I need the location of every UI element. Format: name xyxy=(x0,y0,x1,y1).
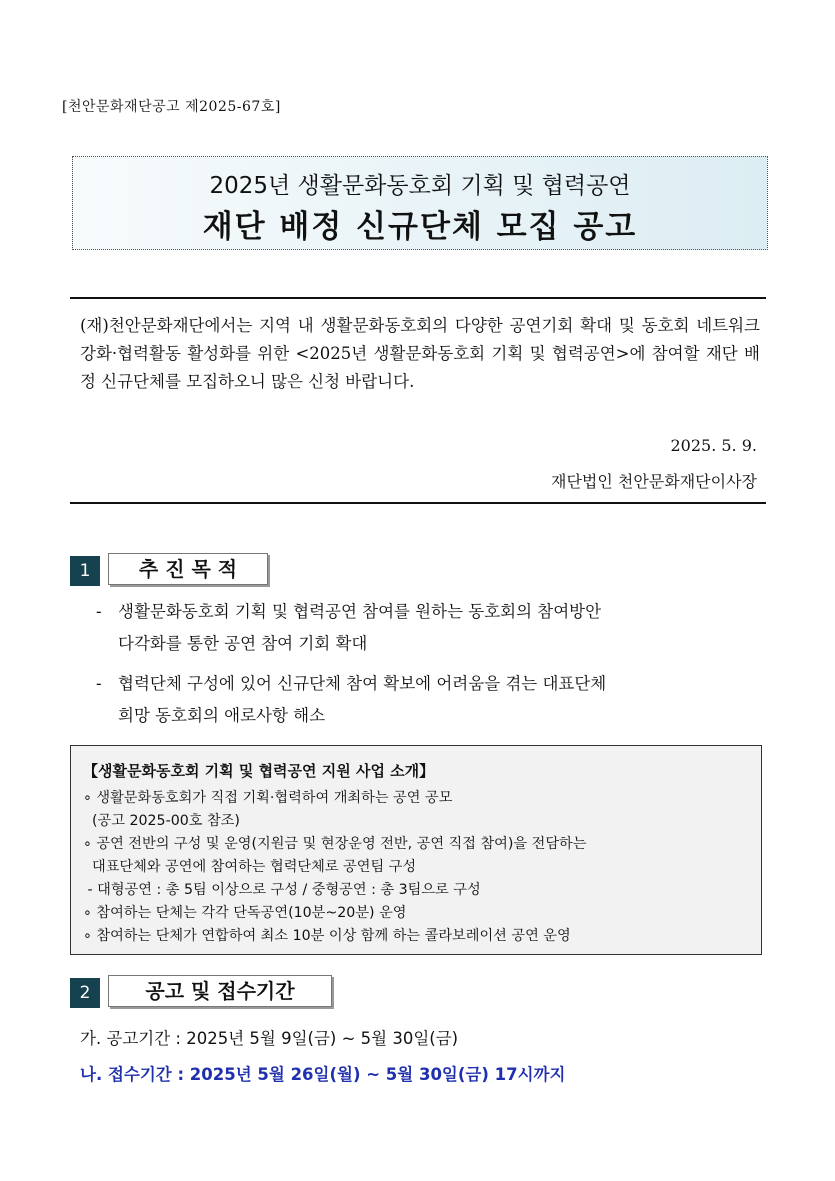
bullet-dash: - xyxy=(96,602,102,621)
info-line: ∘ 생활문화동호회가 직접 기획·협력하여 개최하는 공연 공모 xyxy=(83,790,453,806)
title-box xyxy=(72,156,768,250)
info-line: ∘ 공연 전반의 구성 및 운영(지원금 및 현장운영 전반, 공연 직접 참여)을 전담하는 xyxy=(83,836,587,852)
section1-bullet xyxy=(96,596,766,660)
announcement-period: 가. 공고기간 : 2025년 5월 9일(금) ~ 5월 30일(금) xyxy=(80,1029,459,1048)
intro-bottom-rule xyxy=(70,502,766,504)
title-line2: 재단 배정 신규단체 모집 공고 xyxy=(202,209,638,245)
info-line: - 대형공연 : 총 5팀 이상으로 구성 / 중형공연 : 총 3팀으로 구성 xyxy=(83,882,481,898)
bullet-line2: 희망 동호회의 애로사항 해소 xyxy=(118,706,326,725)
bullet-dash: - xyxy=(96,674,102,693)
info-line: (공고 2025-00호 참조) xyxy=(83,813,240,829)
section2-title: 공고 및 접수기간 xyxy=(108,975,332,1007)
intro-text: (재)천안문화재단에서는 지역 내 생활문화동호회의 다양한 공연기회 확대 및 동호회 네트워크 강화·협력활동 활성화를 위한 <2025년 생활문화동호회 기획 및 협력공연>에 참여할 재단 배정 신규단체를 모집하오니 많은 신청 바랍니다. xyxy=(80,316,760,391)
notice-date: 2025. 5. 9. xyxy=(670,436,757,455)
section1-title: 추 진 목 적 xyxy=(108,553,268,585)
section2-number: 2 xyxy=(70,978,100,1008)
info-box-title: 【생활문화동호회 기획 및 협력공연 지원 사업 소개】 xyxy=(83,762,435,780)
notice-number: [천안문화재단공고 제2025-67호] xyxy=(62,99,281,115)
section1-number: 1 xyxy=(70,556,100,586)
section1-bullet xyxy=(96,668,766,732)
bullet-line1: 협력단체 구성에 있어 신규단체 참여 확보에 어려움을 겪는 대표단체 xyxy=(118,674,607,693)
info-line: ∘ 참여하는 단체는 각각 단독공연(10분~20분) 운영 xyxy=(83,905,407,921)
intro-top-rule xyxy=(70,297,766,299)
application-period: 나. 접수기간 : 2025년 5월 26일(월) ~ 5월 30일(금) 17시까지 xyxy=(80,1065,566,1084)
info-line: 대표단체와 공연에 참여하는 협력단체로 공연팀 구성 xyxy=(83,859,417,875)
info-line: ∘ 참여하는 단체가 연합하여 최소 10분 이상 함께 하는 콜라보레이션 공연 운영 xyxy=(83,928,571,944)
bullet-line2: 다각화를 통한 공연 참여 기회 확대 xyxy=(118,634,368,653)
intro-paragraph xyxy=(80,312,760,396)
program-info-box xyxy=(70,745,762,955)
signer: 재단법인 천안문화재단이사장 xyxy=(550,472,757,491)
title-line1: 2025년 생활문화동호회 기획 및 협력공연 xyxy=(209,173,631,199)
bullet-line1: 생활문화동호회 기획 및 협력공연 참여를 원하는 동호회의 참여방안 xyxy=(118,602,602,621)
